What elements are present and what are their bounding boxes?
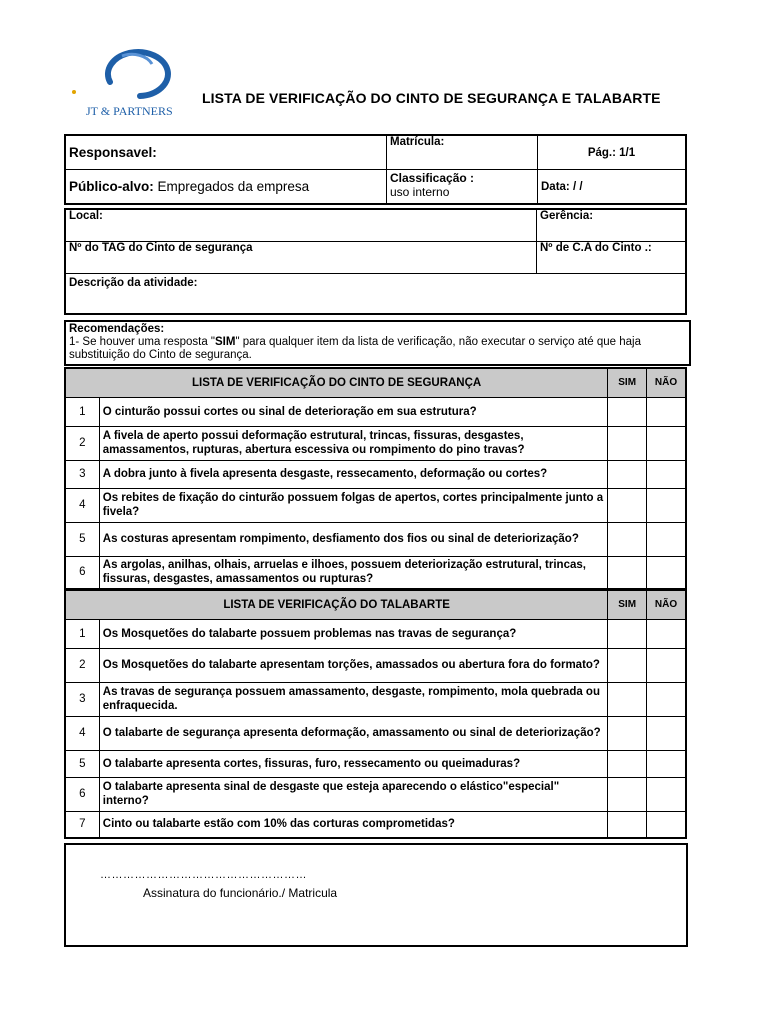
recommendations-text-start: 1- Se houver uma resposta " <box>69 336 215 348</box>
recommendations-sim: SIM <box>215 336 236 348</box>
table-row <box>65 716 686 750</box>
classificacao-value: uso interno <box>390 185 450 199</box>
checklist-cinto-table <box>64 367 687 590</box>
item-question: A fivela de aperto possui deformação estrutural, trincas, fissuras, desgastes, amassamentos, rupturas, abertura escessiva ou rompimento do pino travas? <box>99 426 607 460</box>
sim-checkbox[interactable] <box>608 750 647 777</box>
table-row <box>65 648 686 682</box>
item-question: Os Mosquetões do talabarte apresentam torções, amassados ou abertura fora do formato? <box>99 648 607 682</box>
sim-checkbox[interactable] <box>608 522 647 556</box>
publico-alvo-value: Empregados da empresa <box>153 179 310 194</box>
nao-checkbox[interactable] <box>647 426 686 460</box>
sim-checkbox[interactable] <box>608 716 647 750</box>
logo-ring-icon <box>70 38 196 120</box>
recommendations-text <box>69 336 686 362</box>
gerencia-field[interactable]: Gerência: <box>537 209 687 241</box>
sim-checkbox[interactable] <box>608 811 647 838</box>
table-row <box>65 777 686 811</box>
item-question: Os rebites de fixação do cinturão possuem folgas de apertos, cortes principalmente junto a fivela? <box>99 488 607 522</box>
signature-line: ……………………………………………… <box>100 869 307 881</box>
item-question: A dobra junto à fivela apresenta desgaste, ressecamento, deformação ou cortes? <box>99 460 607 488</box>
recommendations-title: Recomendações: <box>69 323 165 335</box>
logo-brand-text: JT & PARTNERS <box>86 104 173 118</box>
item-number: 6 <box>65 556 99 589</box>
company-logo <box>70 38 196 120</box>
date-field[interactable]: Data: / / <box>538 170 687 205</box>
nao-checkbox[interactable] <box>647 397 686 426</box>
item-question: As travas de segurança possuem amassamento, desgaste, rompimento, mola quebrada ou enfraquecida. <box>99 682 607 716</box>
nao-checkbox[interactable] <box>647 460 686 488</box>
responsavel-field[interactable]: Responsavel: <box>65 135 387 170</box>
nao-checkbox[interactable] <box>647 716 686 750</box>
table-row <box>65 426 686 460</box>
sim-checkbox[interactable] <box>608 648 647 682</box>
item-question: O cinturão possui cortes ou sinal de deterioração em sua estrutura? <box>99 397 607 426</box>
nao-checkbox[interactable] <box>647 682 686 716</box>
table-row <box>65 750 686 777</box>
checklist-talabarte-header: LISTA DE VERIFICAÇÃO DO TALABARTE <box>65 590 608 619</box>
matricula-field[interactable]: Matrícula: <box>387 135 538 170</box>
table-row <box>65 556 686 589</box>
sim-checkbox[interactable] <box>608 682 647 716</box>
sim-checkbox[interactable] <box>608 488 647 522</box>
sim-column-header: SIM <box>608 368 647 397</box>
item-number: 5 <box>65 522 99 556</box>
nao-checkbox[interactable] <box>647 619 686 648</box>
item-question: Os Mosquetões do talabarte possuem problemas nas travas de segurança? <box>99 619 607 648</box>
sim-checkbox[interactable] <box>608 460 647 488</box>
sim-checkbox[interactable] <box>608 426 647 460</box>
sim-column-header: SIM <box>608 590 647 619</box>
table-row <box>65 682 686 716</box>
nao-column-header: NÃO <box>647 590 686 619</box>
nao-checkbox[interactable] <box>647 522 686 556</box>
item-number: 3 <box>65 682 99 716</box>
table-row <box>65 811 686 838</box>
table-row <box>65 397 686 426</box>
item-number: 2 <box>65 648 99 682</box>
classificacao-label: Classificação : <box>390 171 475 185</box>
item-question: O talabarte apresenta cortes, fissuras, furo, ressecamento ou queimaduras? <box>99 750 607 777</box>
publico-alvo-field <box>65 170 387 205</box>
table-row <box>65 619 686 648</box>
nao-checkbox[interactable] <box>647 750 686 777</box>
item-number: 6 <box>65 777 99 811</box>
item-question: As argolas, anilhas, olhais, arruelas e ilhoes, possuem deteriorização estrutural, trincas, fissuras, desgastes, amassamentos ou rupturas? <box>99 556 607 589</box>
header-table <box>64 134 687 205</box>
classificacao-field <box>387 170 538 205</box>
nao-checkbox[interactable] <box>647 811 686 838</box>
item-question: As costuras apresentam rompimento, desfiamento dos fios ou sinal de deteriorização? <box>99 522 607 556</box>
nao-checkbox[interactable] <box>647 777 686 811</box>
item-question: O talabarte de segurança apresenta deformação, amassamento ou sinal de deteriorização? <box>99 716 607 750</box>
table-row <box>65 522 686 556</box>
sim-checkbox[interactable] <box>608 397 647 426</box>
descricao-field[interactable]: Descrição da atividade: <box>65 273 686 314</box>
nao-checkbox[interactable] <box>647 648 686 682</box>
recommendations-text-end: " para qualquer item da lista de verificação, não executar o serviço até que haja substituição do Cinto de segurança. <box>69 336 641 361</box>
table-row <box>65 488 686 522</box>
sim-checkbox[interactable] <box>608 777 647 811</box>
document-title: LISTA DE VERIFICAÇÃO DO CINTO DE SEGURANÇA E TALABARTE <box>202 90 661 106</box>
item-number: 3 <box>65 460 99 488</box>
table-row <box>65 460 686 488</box>
item-number: 2 <box>65 426 99 460</box>
item-question: O talabarte apresenta sinal de desgaste que esteja aparecendo o elástico"especial" interno? <box>99 777 607 811</box>
item-number: 1 <box>65 619 99 648</box>
item-number: 4 <box>65 716 99 750</box>
sim-checkbox[interactable] <box>608 556 647 589</box>
nao-column-header: NÃO <box>647 368 686 397</box>
publico-alvo-label: Público-alvo: <box>69 179 154 194</box>
item-number: 7 <box>65 811 99 838</box>
item-question: Cinto ou talabarte estão com 10% das corturas comprometidas? <box>99 811 607 838</box>
nao-checkbox[interactable] <box>647 488 686 522</box>
ca-field[interactable]: Nº de C.A do Cinto .: <box>537 241 687 273</box>
sim-checkbox[interactable] <box>608 619 647 648</box>
recommendations-box <box>64 320 691 366</box>
checklist-talabarte-table <box>64 589 687 839</box>
item-number: 5 <box>65 750 99 777</box>
item-number: 1 <box>65 397 99 426</box>
local-field[interactable]: Local: <box>65 209 537 241</box>
nao-checkbox[interactable] <box>647 556 686 589</box>
checklist-cinto-header: LISTA DE VERIFICAÇÃO DO CINTO DE SEGURANÇA <box>65 368 608 397</box>
tag-field[interactable]: Nº do TAG do Cinto de segurança <box>65 241 537 273</box>
page-number: Pág.: 1/1 <box>538 135 687 170</box>
item-number: 4 <box>65 488 99 522</box>
signature-label: Assinatura do funcionário./ Matricula <box>143 886 338 900</box>
location-table <box>64 208 687 315</box>
